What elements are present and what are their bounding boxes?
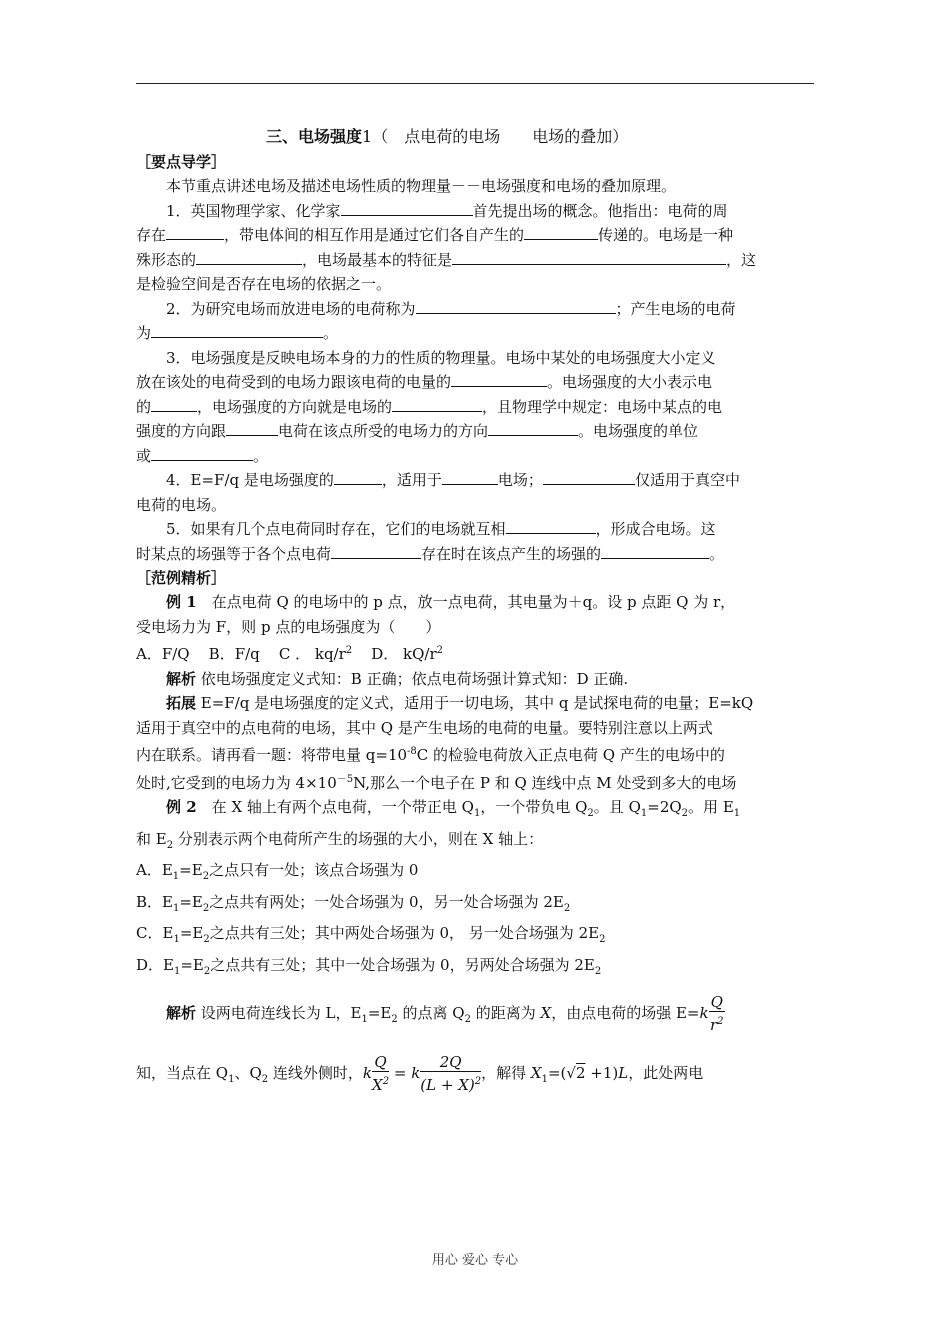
guide-intro: 本节重点讲述电场及描述电场性质的物理量－－电场强度和电场的叠加原理。 <box>166 177 677 195</box>
example-2-option-c: C．$E_1=E_2$之点共有三处；其中两处合场强为 0， 另一处合场强为 $2E_2$ <box>136 924 606 945</box>
header-rule <box>136 83 814 84</box>
example-2-option-a: A．$E_1=E_2$之点只有一处；该点合场强为 0 <box>136 861 419 882</box>
document-body <box>136 120 772 1104</box>
example-2-analysis-cont: 知，当点在 $Q_1$、$Q_2$ 连线外侧时，k $\frac{Q}{X^2}$ = k $\frac{2Q}{(L + X)^2}$ ，解得 $X_1=(√2 +1)L$，此处两电 <box>136 1053 704 1094</box>
guide-item-3-cont3: 强度的方向跟 电荷在该点所受的电场力的方向 。电场强度的单位 <box>136 422 699 440</box>
example-1-extension-cont: 适用于真空中的点电荷的电场，其中 Q 是产生电场的电荷的电量。要特别注意以上两式 <box>136 718 713 737</box>
guide-item-5-cont: 时某点的场强等于各个点电荷 存在时在该点产生的场强的 。 <box>136 544 725 563</box>
sqrt-symbol: √ <box>566 1064 576 1082</box>
guide-item-1-cont: 存在 ，带电体间的相互作用是通过它们各自产生的 传递的。电场是一种 <box>136 226 734 244</box>
example-2-option-d: D．$E_1=E_2$之点共有三处；其中一处合场强为 0，另两处合场强为 $2E_2$ <box>136 955 602 977</box>
guide-item-4: 4．E=F/q 是电场强度的 ，适用于 电场； 仅适用于真空中 <box>166 471 740 489</box>
section-guide-heading: ［要点导学］ <box>136 153 227 171</box>
guide-item-1: 1．英国物理学家、化学家 首先提出场的概念。他指出：电荷的周 <box>166 201 728 220</box>
formula-q-x2: $\frac{Q}{X^2}$ <box>372 1053 390 1094</box>
example-1-question-cont: 受电场力为 F，则 p 点的电场强度为（ ） <box>136 617 441 636</box>
formula-kq-r2: $\frac{Q}{r^2}$ <box>709 993 724 1034</box>
guide-item-4-cont: 电荷的电场。 <box>136 495 227 514</box>
section-examples-heading: ［范例精析］ <box>136 569 227 587</box>
example-1-options: A．F/Q B．F/q C ． $kq/r^2$ D． $kQ/r^2$ <box>136 645 444 663</box>
formula-2q-lx2: $\frac{2Q}{(L + X)^2}$ <box>420 1053 482 1094</box>
example-1-extension: 拓展 E=F/q 是电场强度的定义式，适用于一切电场，其中 q 是试探电荷的电量；E=kQ <box>166 694 754 712</box>
guide-item-1-cont3: 是检验空间是否存在电场的依据之一。 <box>136 275 392 293</box>
guide-item-2-cont: 为 。 <box>136 324 339 342</box>
example-2-question: 例 2 在 X 轴上有两个点电荷，一个带正电 $Q_1$，一个带负电 $Q_2$。且 $Q_1=2Q_2$。用 $E_1$ <box>166 798 741 819</box>
example-1-extension-cont3: 处时,它受到的电场力为 $4\times 10^{-5}N$,那么一个电子在 P 和 Q 连线中点 M 处受到多大的电场 <box>136 773 737 792</box>
page-footer: 用心 爱心 专心 <box>431 1253 519 1268</box>
guide-item-3-cont: 放在该处的电荷受到的电场力跟该电荷的电量的 。电场强度的大小表示电 <box>136 373 713 391</box>
guide-item-3: 3．电场强度是反映电场本身的力的性质的物理量。电场中某处的电场强度大小定义 <box>166 348 716 367</box>
example-1-analysis: 解析 依电场强度定义式知：B 正确；依点电荷场强计算式知：D 正确. <box>166 669 629 688</box>
example-1-extension-cont2: 内在联系。请再看一题：将带电量 $q=10^{-8}C$ 的检验电荷放入正点电荷 Q 产生的电场中的 <box>136 746 725 764</box>
guide-item-1-cont2: 殊形态的 ，电场最基本的特征是 ，这 <box>136 250 757 269</box>
example-2-option-b: B．$E_1=E_2$之点共有两处；一处合场强为 0，另一处合场强为 $2E_2$ <box>136 892 571 914</box>
page-title: 三、电场强度1（ 点电荷的电场 电场的叠加） <box>266 127 629 146</box>
guide-item-5: 5．如果有几个点电荷同时存在，它们的电场就互相 ，形成合电场。这 <box>166 520 716 538</box>
example-1-question: 例 1 在点电荷 Q 的电场中的 p 点，放一点电荷，其电量为＋q。设 p 点距 Q 为 r， <box>166 593 736 611</box>
guide-item-3-cont2: 的 ，电场强度的方向就是电场的 ，且物理学中规定：电场中某点的电 <box>136 397 723 416</box>
example-2-analysis: 解析 设两电荷连线长为 L，$E_1=E_2$ 的点离 $Q_2$ 的距离为 X，由点电荷的场强 E=k $\frac{Q}{r^2}$ <box>166 993 724 1034</box>
example-2-question-cont: 和 $E_2$ 分别表示两个电荷所产生的场强的大小，则在 X 轴上： <box>136 829 544 851</box>
guide-item-3-cont4: 或 。 <box>136 446 269 465</box>
guide-item-2: 2．为研究电场而放进电场的电荷称为 ；产生电场的电荷 <box>166 299 736 318</box>
